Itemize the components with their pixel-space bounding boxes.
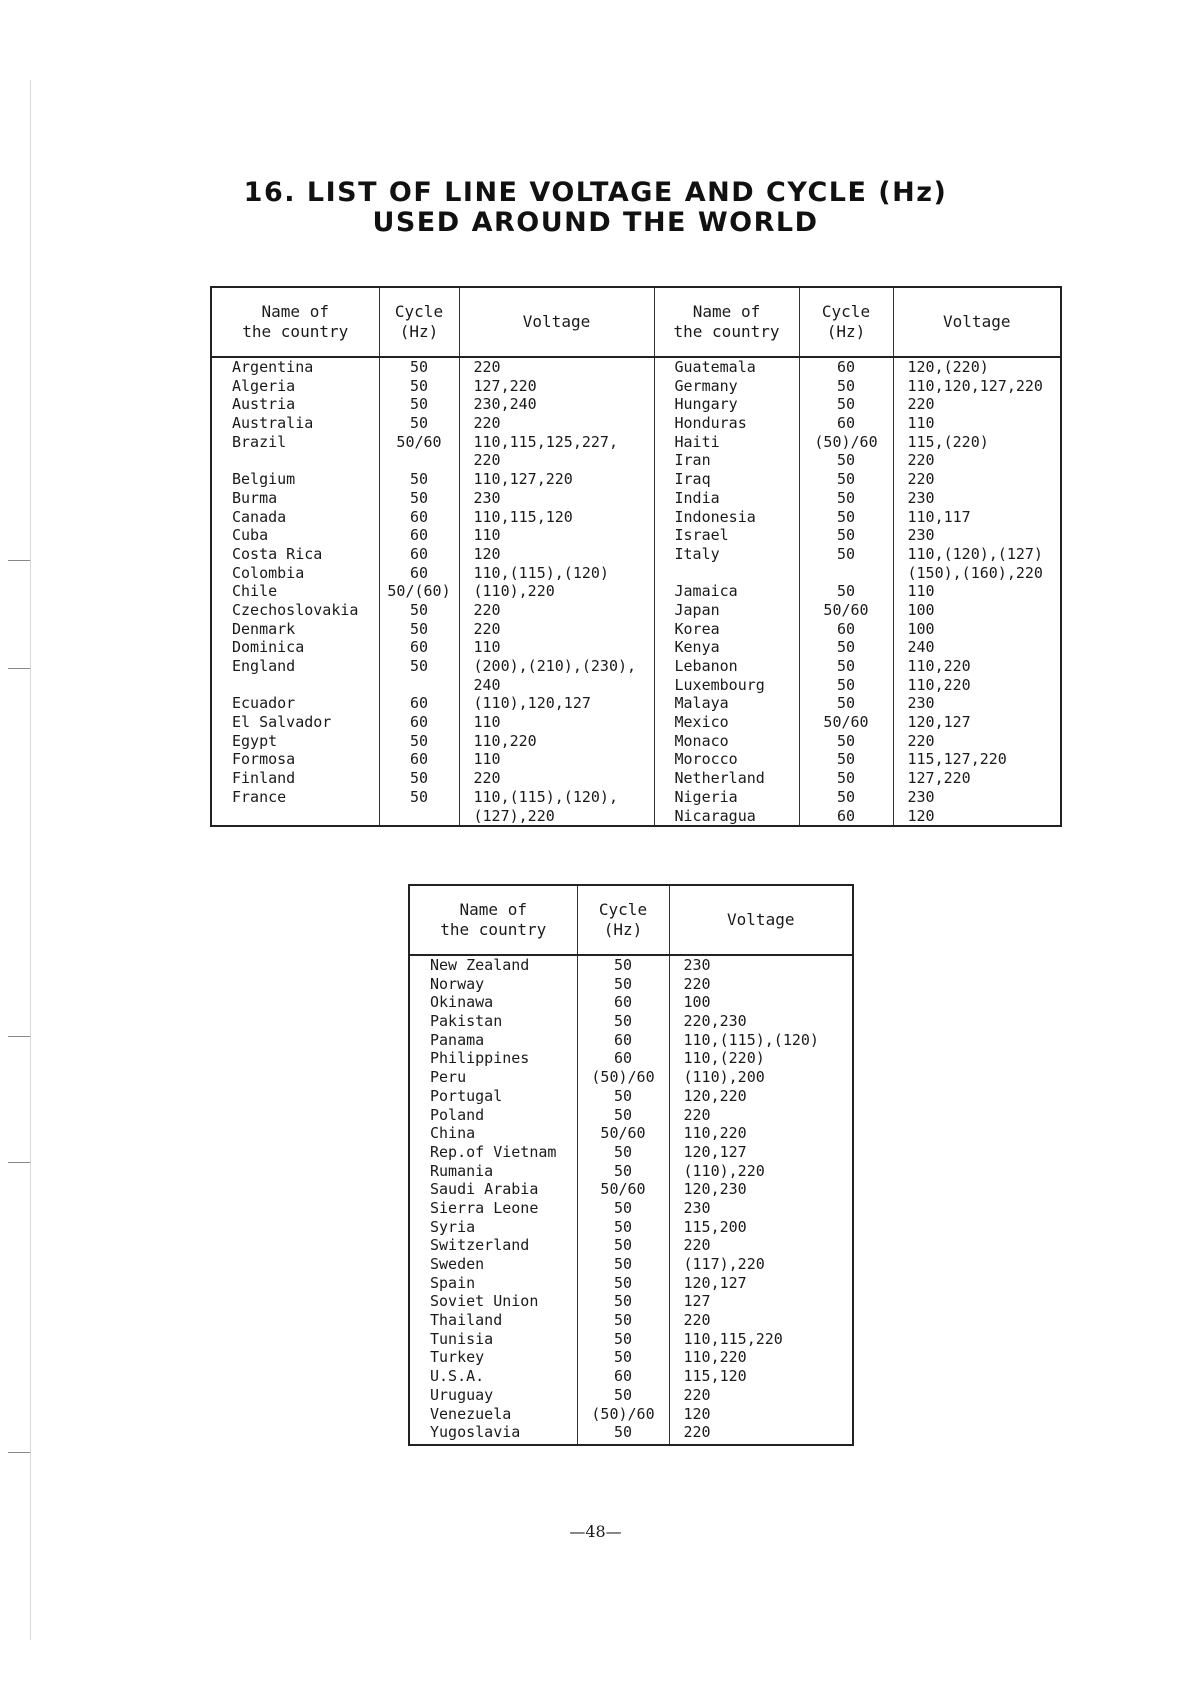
cycles-left-entry: 50 bbox=[409, 769, 429, 788]
voltages-left-entry: 110,115,125,227, bbox=[473, 432, 618, 451]
country-names-entry: Peru bbox=[430, 1068, 467, 1087]
header-name-line1: Name of bbox=[459, 900, 527, 919]
scan-tick bbox=[8, 1452, 30, 1453]
voltages-entry: 220,230 bbox=[683, 1012, 747, 1031]
voltages-left-entry: 220 bbox=[473, 619, 501, 638]
country-names-right-entry: Malaya bbox=[674, 694, 729, 713]
cycles-right-entry: 50 bbox=[836, 694, 856, 713]
country-names-right-entry: Hungary bbox=[674, 395, 738, 414]
country-names-right-entry: Nigeria bbox=[674, 787, 738, 806]
country-names-left-entry: Cuba bbox=[232, 526, 269, 545]
cycles-entry: 50/60 bbox=[600, 1124, 646, 1143]
country-names-entry: Uruguay bbox=[430, 1385, 494, 1404]
country-names-right-entry: Mexico bbox=[674, 713, 729, 732]
voltages-left-entry: 110 bbox=[473, 713, 501, 732]
country-names-entry: Venezuela bbox=[430, 1404, 512, 1423]
cycles-right-entry: (50)/60 bbox=[814, 432, 878, 451]
cycles-left-entry: 50/(60) bbox=[387, 582, 451, 601]
voltages-entry: 220 bbox=[683, 974, 711, 993]
voltages-entry: 110,220 bbox=[683, 1124, 747, 1143]
country-names-entry: Panama bbox=[430, 1030, 485, 1049]
voltages-entry: 120 bbox=[683, 1404, 711, 1423]
country-names-left-entry: Ecuador bbox=[232, 694, 296, 713]
scan-tick bbox=[8, 1036, 30, 1037]
cycles-entry: 50 bbox=[613, 1311, 633, 1330]
voltages-left-entry: 127,220 bbox=[473, 376, 537, 395]
cycles-entry: 50 bbox=[613, 1217, 633, 1236]
country-names-right-entry: Nicaragua bbox=[674, 806, 756, 825]
voltages-entry: 230 bbox=[683, 956, 711, 974]
voltages-left-entry: 110,127,220 bbox=[473, 470, 573, 489]
country-names-left-entry bbox=[212, 676, 379, 695]
country-names-left-entry: Australia bbox=[232, 414, 314, 433]
voltages-left-entry: 230,240 bbox=[473, 395, 537, 414]
cycles-right-entry: 50/60 bbox=[823, 713, 869, 732]
country-names-right-entry: Monaco bbox=[674, 731, 729, 750]
cycles-entry: 50 bbox=[613, 1198, 633, 1217]
country-names-left-entry: Burma bbox=[232, 488, 278, 507]
header-cycle-left bbox=[379, 287, 459, 357]
header-voltage: Voltage bbox=[669, 885, 853, 955]
voltages-right-entry: 120,(220) bbox=[907, 358, 989, 376]
country-names-entry: Yugoslavia bbox=[430, 1423, 521, 1442]
header-name-line2: the country bbox=[440, 920, 547, 939]
scan-tick bbox=[8, 668, 30, 669]
country-names-entry: Rep.of Vietnam bbox=[430, 1142, 557, 1161]
country-names-right-entry: Luxembourg bbox=[674, 675, 765, 694]
cycles-right-entry bbox=[800, 564, 893, 583]
voltages-right-entry: 110,220 bbox=[907, 657, 971, 675]
title-line-2: USED AROUND THE WORLD bbox=[372, 207, 819, 238]
voltages-entry: 220 bbox=[683, 1105, 711, 1124]
voltage-table-main bbox=[210, 286, 1062, 827]
voltages-entry: 220 bbox=[683, 1311, 711, 1330]
cycles-entry: 50 bbox=[613, 1161, 633, 1180]
header-name-line1: Name of bbox=[692, 302, 761, 321]
cycles-entry: 50/60 bbox=[600, 1180, 646, 1199]
cycles-entry: 50 bbox=[613, 1142, 633, 1161]
voltages-right-entry: (150),(160),220 bbox=[907, 563, 1043, 582]
cycles-left-entry bbox=[380, 451, 459, 470]
voltages-right-entry: 110,(120),(127) bbox=[907, 544, 1043, 563]
voltages-right bbox=[893, 357, 1061, 826]
cycles-left-entry bbox=[380, 807, 459, 826]
country-names-left-entry: Brazil bbox=[232, 432, 287, 451]
cycles-left-entry: 60 bbox=[409, 638, 429, 657]
country-names-left-entry: Finland bbox=[232, 769, 296, 788]
cycles-right-entry: 60 bbox=[836, 414, 856, 433]
cycles-right-entry: 50 bbox=[836, 657, 856, 675]
country-names-right-entry: Guatemala bbox=[674, 358, 756, 376]
header-cycle-line2: (Hz) bbox=[399, 322, 439, 341]
header-cycle-right bbox=[799, 287, 893, 357]
country-names-left-entry: Belgium bbox=[232, 470, 296, 489]
voltages-entry: 100 bbox=[683, 993, 711, 1012]
cycles-entry: 50 bbox=[613, 1086, 633, 1105]
voltages-left-entry: 220 bbox=[473, 600, 501, 619]
cycles-left-entry: 50 bbox=[409, 414, 429, 433]
voltages-right-entry: 115,127,220 bbox=[907, 750, 1007, 769]
body-row bbox=[211, 357, 1061, 826]
cycles-right-entry: 60 bbox=[836, 806, 856, 825]
cycles-left-entry: 60 bbox=[409, 544, 429, 563]
cycles-right-entry: 50 bbox=[836, 395, 856, 414]
country-names-left-entry: Denmark bbox=[232, 619, 296, 638]
country-names-left-entry: Canada bbox=[232, 507, 287, 526]
voltages-right-entry: 120,127 bbox=[907, 713, 971, 732]
voltages-entry: 120,230 bbox=[683, 1180, 747, 1199]
cycles-right-entry: 50 bbox=[836, 769, 856, 788]
country-names-right-entry: Iran bbox=[674, 451, 711, 470]
header-cycle-line2: (Hz) bbox=[826, 322, 866, 341]
voltages-right-entry: 220 bbox=[907, 451, 935, 470]
cycles-entry: (50)/60 bbox=[591, 1404, 655, 1423]
country-names-left-entry: Costa Rica bbox=[232, 544, 323, 563]
header-cycle-line2: (Hz) bbox=[603, 920, 643, 939]
cycles-right-entry: 50 bbox=[836, 675, 856, 694]
body-row bbox=[409, 955, 853, 1445]
voltages-entry: (110),220 bbox=[683, 1161, 765, 1180]
header-cycle-line1: Cycle bbox=[821, 302, 871, 321]
cycles-left-entry: 50 bbox=[409, 376, 429, 395]
cycles-right-entry: 50 bbox=[836, 488, 856, 507]
cycles-left-entry: 60 bbox=[409, 526, 429, 545]
country-names-left-entry: England bbox=[232, 657, 296, 675]
voltages-right-entry: 110,220 bbox=[907, 675, 971, 694]
voltage-table-secondary bbox=[408, 884, 854, 1446]
voltages-left-entry: 240 bbox=[473, 675, 501, 694]
country-names-right-entry: Japan bbox=[674, 600, 720, 619]
cycles-right-entry: 50 bbox=[836, 638, 856, 657]
page-title bbox=[0, 178, 1191, 238]
header-name-left bbox=[211, 287, 379, 357]
voltages-left-entry: 220 bbox=[473, 414, 501, 433]
cycles-left-entry: 60 bbox=[409, 694, 429, 713]
country-names-right-entry: Lebanon bbox=[674, 657, 738, 675]
cycles-right-entry: 50 bbox=[836, 451, 856, 470]
country-names-entry: Sweden bbox=[430, 1255, 485, 1273]
voltages-entry: 110,(220) bbox=[683, 1049, 765, 1068]
header-cycle bbox=[577, 885, 669, 955]
cycles-entry: 60 bbox=[613, 1049, 633, 1068]
voltages-left-entry: 220 bbox=[473, 769, 501, 788]
header-name-line2: the country bbox=[242, 322, 349, 341]
cycles-entry: 50 bbox=[613, 1385, 633, 1404]
cycles-right-entry: 60 bbox=[836, 358, 856, 376]
cycles-right-entry: 50 bbox=[836, 470, 856, 489]
cycles bbox=[577, 955, 669, 1445]
cycles-entry: (50)/60 bbox=[591, 1068, 655, 1087]
country-names-right-entry: Indonesia bbox=[674, 507, 756, 526]
cycles-entry: 50 bbox=[613, 956, 633, 974]
country-names-entry: Portugal bbox=[430, 1086, 503, 1105]
voltages-right-entry: 100 bbox=[907, 619, 935, 638]
country-names-left-entry: Colombia bbox=[232, 563, 305, 582]
voltages-left-entry: 110 bbox=[473, 750, 501, 769]
country-names-left-entry: Formosa bbox=[232, 750, 296, 769]
country-names-entry: Philippines bbox=[430, 1049, 530, 1068]
cycles-right bbox=[799, 357, 893, 826]
voltages-entry: 120,127 bbox=[683, 1273, 747, 1292]
header-name-line1: Name of bbox=[261, 302, 329, 321]
voltages-left-entry: 220 bbox=[473, 451, 501, 470]
voltages-right-entry: 220 bbox=[907, 470, 935, 489]
cycles-entry: 60 bbox=[613, 993, 633, 1012]
cycles-left-entry: 60 bbox=[409, 563, 429, 582]
voltages-left-entry: (110),120,127 bbox=[473, 694, 591, 713]
voltages-entry: 120,127 bbox=[683, 1142, 747, 1161]
voltages-right-entry: 230 bbox=[907, 694, 935, 713]
voltages-left-entry: 110,220 bbox=[473, 731, 537, 750]
cycles-entry: 50 bbox=[613, 1348, 633, 1367]
cycles-entry: 60 bbox=[613, 1367, 633, 1386]
voltages-right-entry: 110 bbox=[907, 414, 935, 433]
voltages-right-entry: 115,(220) bbox=[907, 432, 989, 451]
header-row bbox=[211, 287, 1061, 357]
country-names-entry: Thailand bbox=[430, 1311, 503, 1330]
country-names-entry: New Zealand bbox=[430, 956, 530, 974]
country-names-right-entry: Germany bbox=[674, 376, 738, 395]
country-names-left-entry: Chile bbox=[232, 582, 278, 601]
country-names-left-entry: Egypt bbox=[232, 731, 278, 750]
voltages-entry: 115,120 bbox=[683, 1367, 747, 1386]
cycles-right-entry: 50 bbox=[836, 787, 856, 806]
country-names-entry: Soviet Union bbox=[430, 1292, 539, 1311]
cycles-left-entry: 50/60 bbox=[396, 432, 442, 451]
header-name bbox=[409, 885, 577, 955]
cycles-left-entry bbox=[380, 676, 459, 695]
country-names-entry: Turkey bbox=[430, 1348, 485, 1367]
cycles-left-entry: 50 bbox=[409, 619, 429, 638]
voltages-right-entry: 110 bbox=[907, 582, 935, 601]
country-names-entry: Norway bbox=[430, 974, 485, 993]
cycles-entry: 50 bbox=[613, 1255, 633, 1273]
country-names-right-entry: Kenya bbox=[674, 638, 720, 657]
cycles-right-entry: 60 bbox=[836, 619, 856, 638]
voltages-right-entry: 230 bbox=[907, 787, 935, 806]
cycles-right-entry: 50 bbox=[836, 731, 856, 750]
cycles-entry: 50 bbox=[613, 974, 633, 993]
country-names-right-entry: India bbox=[674, 488, 720, 507]
header-row bbox=[409, 885, 853, 955]
voltages-left-entry: 110 bbox=[473, 638, 501, 657]
header-voltage-right: Voltage bbox=[893, 287, 1061, 357]
country-names-entry: Poland bbox=[430, 1105, 485, 1124]
voltages-left-entry: 120 bbox=[473, 544, 501, 563]
country-names-entry: Rumania bbox=[430, 1161, 494, 1180]
country-names-right-entry: Korea bbox=[674, 619, 720, 638]
voltages-left-entry: (127),220 bbox=[473, 806, 555, 825]
country-names-right bbox=[654, 357, 799, 826]
voltages-left bbox=[459, 357, 654, 826]
voltages-left-entry: 110,(115),(120) bbox=[473, 563, 609, 582]
header-cycle-line1: Cycle bbox=[394, 302, 444, 321]
voltages-left-entry: 110,(115),(120), bbox=[473, 787, 618, 806]
country-names-entry: Okinawa bbox=[430, 993, 494, 1012]
scan-tick bbox=[8, 1162, 30, 1163]
header-voltage-left: Voltage bbox=[459, 287, 654, 357]
cycles-right-entry: 50 bbox=[836, 750, 856, 769]
scan-edge-line bbox=[30, 80, 31, 1640]
country-names-left bbox=[211, 357, 379, 826]
voltages-left-entry: (200),(210),(230), bbox=[473, 657, 637, 675]
country-names-left-entry: Argentina bbox=[232, 358, 314, 376]
voltages-right-entry: 240 bbox=[907, 638, 935, 657]
country-names bbox=[409, 955, 577, 1445]
voltages bbox=[669, 955, 853, 1445]
cycles-entry: 50 bbox=[613, 1329, 633, 1348]
cycles-right-entry: 50 bbox=[836, 526, 856, 545]
voltages-entry: 127 bbox=[683, 1292, 711, 1311]
country-names-right-entry: Iraq bbox=[674, 470, 711, 489]
country-names-right-entry bbox=[655, 564, 799, 583]
cycles-entry: 50 bbox=[613, 1105, 633, 1124]
voltages-entry: (110),200 bbox=[683, 1068, 765, 1087]
voltages-left-entry: 110,115,120 bbox=[473, 507, 573, 526]
country-names-right-entry: Israel bbox=[674, 526, 729, 545]
cycles-left-entry: 50 bbox=[409, 488, 429, 507]
cycles-left bbox=[379, 357, 459, 826]
cycles-entry: 50 bbox=[613, 1292, 633, 1311]
cycles-entry: 60 bbox=[613, 1030, 633, 1049]
cycles-left-entry: 60 bbox=[409, 750, 429, 769]
cycles-entry: 50 bbox=[613, 1012, 633, 1031]
country-names-entry: Syria bbox=[430, 1217, 476, 1236]
country-names-left-entry bbox=[212, 807, 379, 826]
voltages-entry: 120,220 bbox=[683, 1086, 747, 1105]
country-names-entry: Pakistan bbox=[430, 1012, 503, 1031]
voltages-right-entry: 100 bbox=[907, 600, 935, 619]
cycles-entry: 50 bbox=[613, 1273, 633, 1292]
cycles-left-entry: 60 bbox=[409, 507, 429, 526]
cycles-right-entry: 50/60 bbox=[823, 600, 869, 619]
country-names-entry: China bbox=[430, 1124, 476, 1143]
voltages-right-entry: 110,117 bbox=[907, 507, 971, 526]
voltages-right-entry: 230 bbox=[907, 526, 935, 545]
header-name-line2: the country bbox=[673, 322, 780, 341]
voltages-entry: 230 bbox=[683, 1198, 711, 1217]
country-names-left-entry bbox=[212, 451, 379, 470]
country-names-left-entry: Algeria bbox=[232, 376, 296, 395]
country-names-left-entry: El Salvador bbox=[232, 713, 332, 732]
country-names-entry: Switzerland bbox=[430, 1236, 530, 1255]
country-names-left-entry: Austria bbox=[232, 395, 296, 414]
cycles-left-entry: 50 bbox=[409, 470, 429, 489]
title-line-1: 16. LIST OF LINE VOLTAGE AND CYCLE (Hz) bbox=[243, 177, 948, 208]
voltages-right-entry: 120 bbox=[907, 806, 935, 825]
country-names-left-entry: Dominica bbox=[232, 638, 305, 657]
country-names-left-entry: France bbox=[232, 787, 287, 806]
country-names-left-entry: Czechoslovakia bbox=[232, 600, 359, 619]
voltages-entry: 110,220 bbox=[683, 1348, 747, 1367]
header-cycle-line1: Cycle bbox=[598, 900, 648, 919]
voltages-entry: 115,200 bbox=[683, 1217, 747, 1236]
country-names-right-entry: Netherland bbox=[674, 769, 765, 788]
cycles-right-entry: 50 bbox=[836, 582, 856, 601]
cycles-left-entry: 50 bbox=[409, 395, 429, 414]
cycles-entry: 50 bbox=[613, 1423, 633, 1442]
country-names-entry: Sierra Leone bbox=[430, 1198, 539, 1217]
country-names-right-entry: Honduras bbox=[674, 414, 747, 433]
country-names-right-entry: Morocco bbox=[674, 750, 738, 769]
cycles-left-entry: 60 bbox=[409, 713, 429, 732]
scan-tick bbox=[8, 560, 30, 561]
voltages-right-entry: 110,120,127,220 bbox=[907, 376, 1043, 395]
page-number: —48— bbox=[569, 1522, 622, 1541]
country-names-entry: Saudi Arabia bbox=[430, 1180, 539, 1199]
voltages-left-entry: 110 bbox=[473, 526, 501, 545]
voltages-right-entry: 220 bbox=[907, 395, 935, 414]
country-names-entry: Spain bbox=[430, 1273, 476, 1292]
voltages-entry: (117),220 bbox=[683, 1255, 765, 1273]
voltages-right-entry: 230 bbox=[907, 488, 935, 507]
cycles-left-entry: 50 bbox=[409, 657, 429, 675]
cycles-right-entry: 50 bbox=[836, 376, 856, 395]
voltages-entry: 220 bbox=[683, 1385, 711, 1404]
country-names-right-entry: Haiti bbox=[674, 432, 720, 451]
cycles-entry: 50 bbox=[613, 1236, 633, 1255]
header-name-right bbox=[654, 287, 799, 357]
country-names-entry: Tunisia bbox=[430, 1329, 494, 1348]
voltages-left-entry: (110),220 bbox=[473, 582, 555, 601]
voltages-left-entry: 220 bbox=[473, 358, 501, 376]
voltages-entry: 220 bbox=[683, 1236, 711, 1255]
cycles-left-entry: 50 bbox=[409, 731, 429, 750]
voltages-left-entry: 230 bbox=[473, 488, 501, 507]
voltages-entry: 220 bbox=[683, 1423, 711, 1442]
cycles-right-entry: 50 bbox=[836, 507, 856, 526]
cycles-left-entry: 50 bbox=[409, 358, 429, 376]
voltages-entry: 110,(115),(120) bbox=[683, 1030, 819, 1049]
cycles-left-entry: 50 bbox=[409, 787, 429, 806]
voltages-right-entry: 220 bbox=[907, 731, 935, 750]
cycles-left-entry: 50 bbox=[409, 600, 429, 619]
country-names-right-entry: Italy bbox=[674, 544, 720, 563]
cycles-right-entry: 50 bbox=[836, 544, 856, 563]
country-names-entry: U.S.A. bbox=[430, 1367, 485, 1386]
voltages-entry: 110,115,220 bbox=[683, 1329, 783, 1348]
country-names-right-entry: Jamaica bbox=[674, 582, 738, 601]
voltages-right-entry: 127,220 bbox=[907, 769, 971, 788]
